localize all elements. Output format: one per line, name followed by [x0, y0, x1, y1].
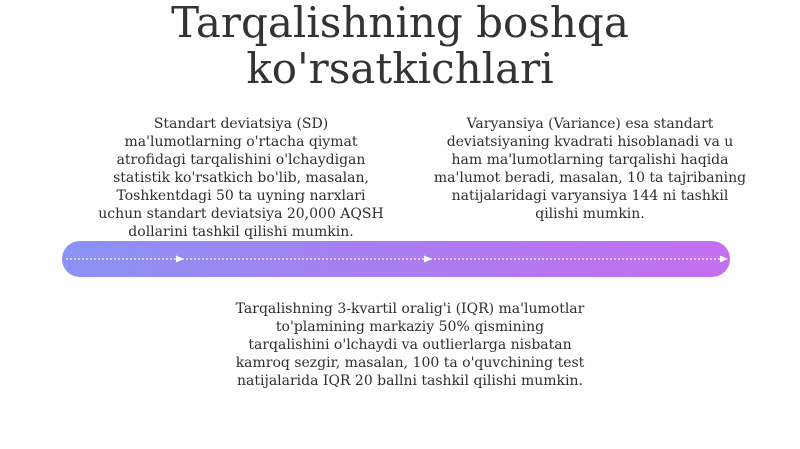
- timeline-arrows: [62, 241, 730, 277]
- text-line: natijalarida IQR 20 ballni tashkil qilishi mumkin.: [237, 373, 583, 389]
- text-line: to'plamining markaziy 50% qismining: [275, 319, 545, 335]
- arrow-head-icon: [720, 256, 728, 263]
- text-line: natijalaridagi varyansiya 144 ni tashkil: [451, 188, 729, 204]
- iqr-text: [180, 300, 640, 390]
- text-line: statistik ko'rsatkich bo'lib, masalan,: [113, 170, 369, 186]
- text-line: tarqalishini o'lchaydi va outlierlarga nisbatan: [248, 337, 572, 353]
- text-line: ma'lumot beradi, masalan, 10 ta tajribaning: [433, 170, 747, 186]
- text-line: kamroq sezgir, masalan, 100 ta o'quvchining test: [235, 355, 585, 371]
- text-line: ham ma'lumotlarning tarqalishi haqida: [451, 152, 729, 168]
- text-line: Toshkentdagi 50 ta uyning narxlari: [116, 188, 366, 204]
- standard-deviation-text: [56, 115, 426, 241]
- text-line: uchun standart deviatsiya 20,000 AQSH: [98, 206, 384, 222]
- slide-title: [0, 0, 800, 92]
- text-line: Tarqalishning 3-kvartil oralig'i (IQR) ma'lumotlar: [235, 301, 585, 317]
- arrow-head-icon: [424, 256, 432, 263]
- text-line: Varyansiya (Variance) esa standart: [466, 116, 714, 132]
- slide-title-line-1: Tarqalishning boshqa: [171, 0, 629, 47]
- text-line: dollarini tashkil qilishi mumkin.: [128, 224, 354, 240]
- slide-title-line-2: ko'rsatkichlari: [246, 44, 554, 93]
- timeline-bar: [62, 241, 730, 277]
- text-line: qilishi mumkin.: [535, 206, 645, 222]
- arrow-head-icon: [176, 256, 184, 263]
- text-line: ma'lumotlarning o'rtacha qiymat: [124, 134, 358, 150]
- text-line: Standart deviatsiya (SD): [153, 116, 329, 132]
- text-line: atrofidagi tarqalishini o'lchaydigan: [116, 152, 366, 168]
- variance-text: [405, 115, 775, 223]
- text-line: deviatsiyaning kvadrati hisoblanadi va u: [446, 134, 734, 150]
